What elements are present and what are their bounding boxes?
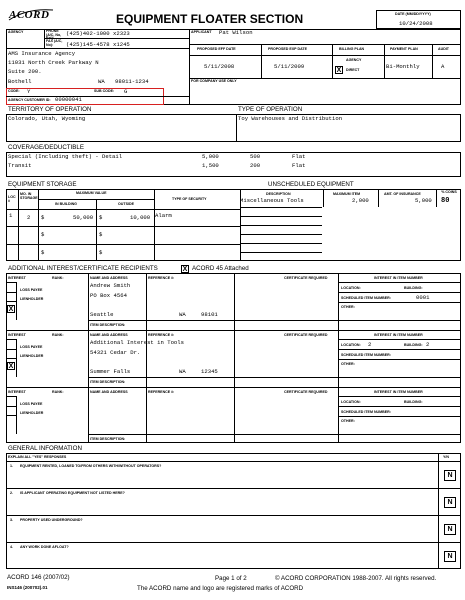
agency-line-2[interactable]: 11031 North Creek Parkway N (8, 59, 99, 66)
interest-type-checkbox[interactable]: X (8, 363, 14, 370)
agency-code[interactable]: Y (27, 88, 31, 95)
agency-line-1[interactable]: AMS Insurance Agency (8, 50, 76, 57)
logo-text: ACORD (9, 9, 50, 21)
coverage-row-type[interactable]: Flat (292, 162, 306, 169)
coverage-row-deductible[interactable]: 200 (250, 162, 261, 169)
unscheduled-max-item[interactable]: 2,000 (352, 197, 369, 204)
copyright: © ACORD CORPORATION 1988-2007. All rights reserved. (275, 575, 437, 582)
coverage-row-name[interactable]: Special (Including theft) - Detail (8, 153, 123, 160)
type-operation-value[interactable]: Toy Warehouses and Distribution (238, 115, 343, 122)
acord45-checkbox[interactable]: X (182, 266, 188, 273)
interest-block: INTEREST RANK: NAME AND ADDRESS REFERENCE #: CERTIFICATE REQUIRED INTEREST IN ITEM NUMBER LOSS PAYEE LIENHOLDER LOCATION: BUILDING: SCHEDULED ITEM NUMBER: OTHER: ITEM DESCRIPTION: (6, 387, 461, 443)
storage-outside[interactable]: 10,000 (130, 214, 151, 221)
date-box: DATE (MM/DD/YYYY) 10/24/2008 (376, 10, 461, 29)
answer-box[interactable]: N (444, 551, 456, 562)
coverage-row-limit[interactable]: 5,000 (202, 153, 219, 160)
interest-name[interactable]: Andrew Smith (90, 282, 131, 289)
interest-city[interactable]: Seattle (90, 311, 114, 318)
coverage-row-name[interactable]: Transit (8, 162, 32, 169)
payment-plan[interactable]: Bi-Monthly (386, 63, 420, 70)
proposed-exp-date[interactable]: 5/11/2009 (274, 63, 305, 70)
storage-months[interactable]: 2 (27, 214, 31, 221)
page-title: EQUIPMENT FLOATER SECTION (116, 12, 304, 26)
billing-direct-checkbox[interactable]: X (336, 67, 342, 74)
question-row: 4. ANY WORK DONE AFLOAT? N (6, 542, 461, 569)
interest-name[interactable]: Additional Interest in Tools (90, 339, 184, 346)
answer-box[interactable]: N (444, 524, 456, 535)
territory-value[interactable]: Colorado, Utah, Wyoming (8, 115, 86, 122)
proposed-eff-date[interactable]: 5/11/2008 (204, 63, 235, 70)
page-number: Page 1 of 2 (215, 575, 247, 582)
unscheduled-coinsurance[interactable]: 80 (441, 197, 450, 205)
interest-state[interactable]: WA (179, 311, 186, 318)
acord-logo (7, 6, 55, 23)
storage-security[interactable]: Alarm (155, 212, 172, 219)
agency-customer-id[interactable]: 00000041 (55, 96, 82, 103)
interest-block: INTEREST RANK: NAME AND ADDRESS REFERENCE #: CERTIFICATE REQUIRED INTEREST IN ITEM NUMBER X LOSS PAYEE LIENHOLDER Andrew Smith PO Box 4564 Seattle WA 98101 LOCATION: BUILDING: SCHEDULED ITEM NUMBER: 0001 OTHER: ITEM DESCRIPTION: (6, 273, 461, 330)
unscheduled-description[interactable]: Miscellaneous Tools (240, 197, 304, 204)
storage-in-building[interactable]: 50,000 (73, 214, 94, 221)
agency-line-3[interactable]: Suite 200. (8, 68, 42, 75)
interest-building[interactable]: 2 (426, 341, 430, 348)
agency-state[interactable]: WA (98, 78, 105, 85)
interest-city[interactable]: Summer Falls (90, 368, 131, 375)
unscheduled-amount[interactable]: 5,000 (415, 197, 432, 204)
coverage-row-limit[interactable]: 1,500 (202, 162, 219, 169)
question-row: 3. PROPERTY USED UNDERGROUND? N (6, 515, 461, 542)
interest-type-checkbox[interactable] (7, 419, 15, 427)
question-row: 1. EQUIPMENT RENTED, LOANED TO/FROM OTHERS WITH/WITHOUT OPERATORS? N (6, 461, 461, 488)
interest-address[interactable]: 54321 Cedar Dr. (90, 349, 141, 356)
trademark: The ACORD name and logo are registered marks of ACORD (137, 585, 304, 592)
applicant-name[interactable]: Pat Wilson (219, 29, 253, 36)
audit-value[interactable]: A (441, 63, 445, 70)
interest-location[interactable]: 2 (368, 341, 372, 348)
interest-zip[interactable]: 98101 (201, 311, 218, 318)
answer-box[interactable]: N (444, 470, 456, 481)
agency-fax[interactable]: (425)145-4578 x1245 (66, 41, 130, 48)
interest-block: INTEREST RANK: NAME AND ADDRESS REFERENCE #: CERTIFICATE REQUIRED INTEREST IN ITEM NUMBER X LOSS PAYEE LIENHOLDER Additional Interest in Tools 54321 Cedar Dr. Summer Falls WA 12345 LOCATION: 2 BUILDING: 2 SCHEDULED ITEM NUMBER: OTHER: ITEM DESCRIPTION: (6, 330, 461, 387)
interest-type-checkbox[interactable]: X (8, 306, 14, 313)
date-value[interactable]: 10/24/2008 (399, 20, 433, 27)
interest-scheduled-item[interactable]: 0001 (416, 294, 430, 301)
agency-city[interactable]: Bothell (8, 78, 32, 85)
coverage-row-type[interactable]: Flat (292, 153, 306, 160)
form-number: ACORD 146 (2007/02) (7, 574, 70, 581)
interest-state[interactable]: WA (179, 368, 186, 375)
agency-zip[interactable]: 98011-1234 (115, 78, 149, 85)
ins-code: INS146 (200702).01 (7, 585, 48, 590)
coverage-row-deductible[interactable]: 500 (250, 153, 261, 160)
storage-loc[interactable]: 1 (9, 212, 13, 219)
question-row: 2. IS APPLICANT OPERATING EQUIPMENT NOT LISTED HERE? N (6, 488, 461, 515)
agency-phone[interactable]: (425)402-1000 x2323 (66, 30, 130, 37)
interest-address[interactable]: PO Box 4564 (90, 292, 127, 299)
agency-subcode[interactable]: G (124, 88, 128, 95)
interest-zip[interactable]: 12345 (201, 368, 218, 375)
answer-box[interactable]: N (444, 497, 456, 508)
